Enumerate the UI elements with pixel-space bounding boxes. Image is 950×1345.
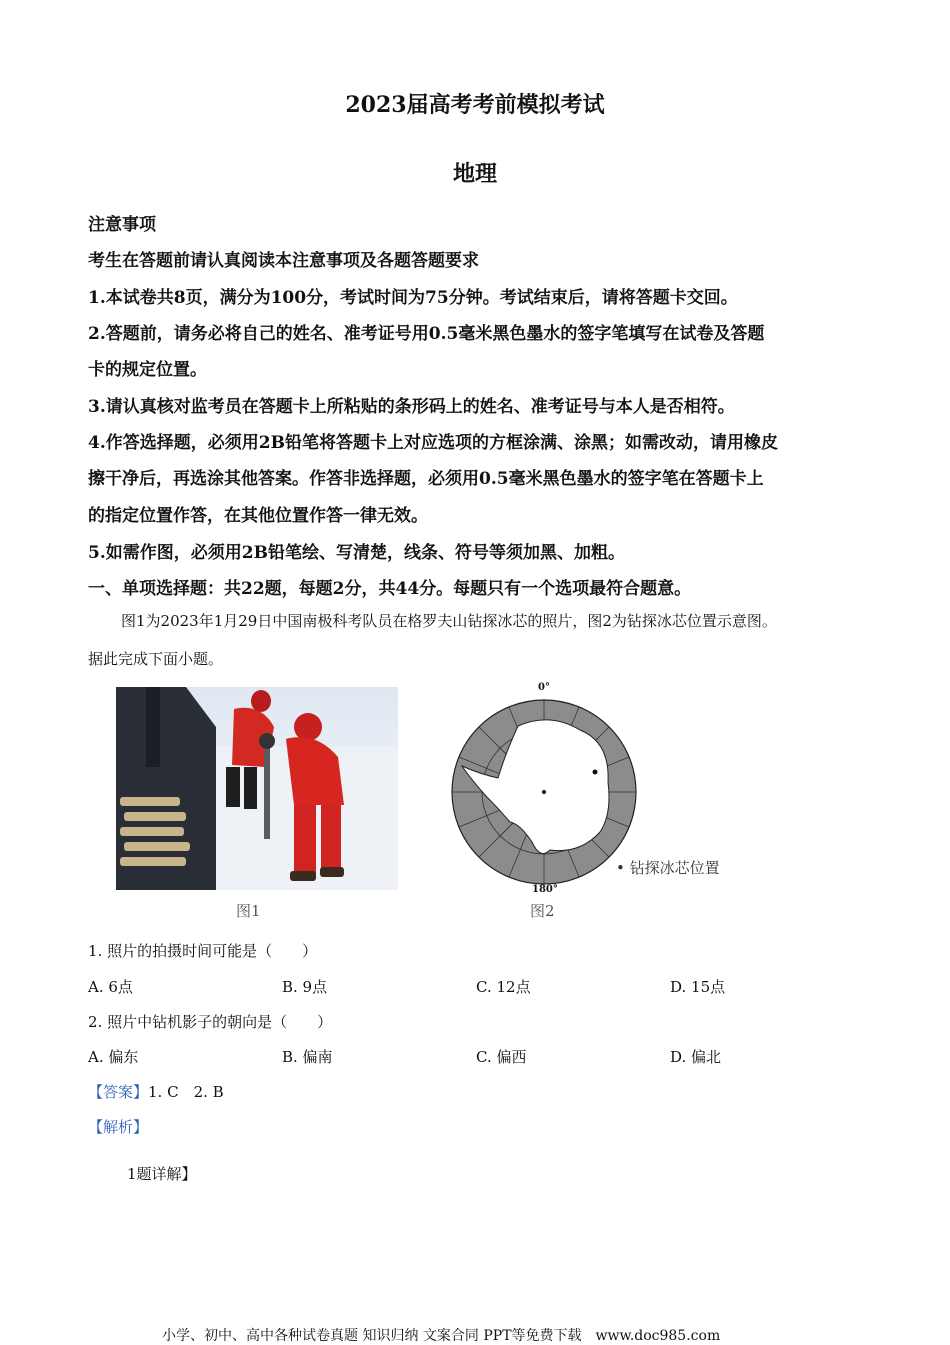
question-stem-text: 据此完成下面小题。 xyxy=(88,650,224,668)
answer-value: 1. C 2. B xyxy=(148,1083,224,1101)
figure1-caption: 图1 xyxy=(236,902,261,920)
map-label-bottom: 180° xyxy=(532,884,558,895)
notice-item: 2.答题前，请务必将自己的姓名、准考证号用0.5毫米黑色墨水的签字笔填写在试卷及答题 xyxy=(88,324,765,344)
figure2-caption: 图2 xyxy=(530,902,555,920)
notice-intro: 考生在答题前请认真阅读本注意事项及各题答题要求 xyxy=(88,251,479,271)
section-heading: 一、单项选择题：共22题，每题2分，共44分。每题只有一个选项最符合题意。 xyxy=(88,579,692,599)
question-2-option-d: D. 偏北 xyxy=(670,1048,722,1066)
analysis-label: 【解析】 xyxy=(88,1118,149,1136)
answer-label: 【答案】 xyxy=(88,1083,149,1101)
antarctica-map xyxy=(440,682,750,897)
subject-title: 地理 xyxy=(452,161,497,187)
notice-item: 擦干净后，再选涂其他答案。作答非选择题，必须用0.5毫米黑色墨水的签字笔在答题卡上 xyxy=(88,469,764,489)
notice-item: 1.本试卷共8页，满分为100分，考试时间为75分钟。考试结束后，请将答题卡交回。 xyxy=(88,288,738,308)
question-1-option-c: C. 12点 xyxy=(476,978,531,996)
notice-heading: 注意事项 xyxy=(88,215,156,235)
question-stem-text: 图1为2023年1月29日中国南极科考队员在格罗夫山钻探冰芯的照片，图2为钻探冰芯位置示意图。 xyxy=(121,612,777,630)
question-2-option-b: B. 偏南 xyxy=(282,1048,333,1066)
question-1-option-a: A. 6点 xyxy=(88,978,133,996)
question-2-option-a: A. 偏东 xyxy=(88,1048,139,1066)
question-1-option-b: B. 9点 xyxy=(282,978,328,996)
answer-line xyxy=(88,1081,224,1102)
notice-item: 3.请认真核对监考员在答题卡上所粘贴的条形码上的姓名、准考证号与本人是否相符。 xyxy=(88,397,735,417)
question-2-stem: 2. 照片中钻机影子的朝向是（ ） xyxy=(88,1013,333,1031)
notice-item: 卡的规定位置。 xyxy=(88,360,207,380)
notice-item: 的指定位置作答，在其他位置作答一律无效。 xyxy=(88,506,428,526)
notice-item: 4.作答选择题，必须用2B铅笔将答题卡上对应选项的方框涂满、涂黑；如需改动，请用橡皮 xyxy=(88,433,778,453)
map-label-top: 0° xyxy=(538,682,550,693)
page-footer: 小学、初中、高中各种试卷真题 知识归纳 文案合同 PPT等免费下载 www.doc985.com xyxy=(162,1328,721,1344)
notice-item: 5.如需作图，必须用2B铅笔绘、写清楚，线条、符号等须加黑、加粗。 xyxy=(88,543,625,563)
legend-dot-icon: • xyxy=(616,859,625,877)
analysis-detail: 1题详解】 xyxy=(127,1165,197,1183)
map-legend: • 钻探冰芯位置 xyxy=(616,859,720,877)
question-1-stem: 1. 照片的拍摄时间可能是（ ） xyxy=(88,942,318,960)
question-1-option-d: D. 15点 xyxy=(670,978,726,996)
page-title: 2023届高考考前模拟考试 xyxy=(345,92,605,118)
question-2-option-c: C. 偏西 xyxy=(476,1048,527,1066)
ice-core-drilling-photo xyxy=(116,687,398,890)
